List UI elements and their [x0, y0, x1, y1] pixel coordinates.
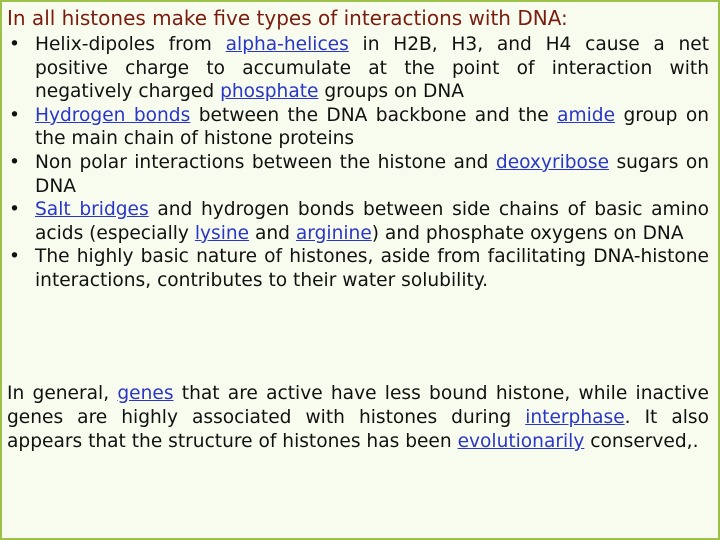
bullet-text: groups on DNA [318, 81, 464, 103]
bullet-text: and hydrogen bonds between side chains of basic amino acids (especially [35, 199, 709, 244]
bullet-text: Helix-dipoles from [35, 34, 226, 55]
slide-title: In all histones make five types of interactions with DNA: [7, 6, 568, 30]
link-phosphate[interactable]: phosphate [220, 81, 319, 103]
link-salt-bridges[interactable]: Salt bridges [35, 199, 149, 221]
bullet-text: in H2B, H3, and H4 cause a net positive charge to accumulate at the point of interaction with negatively charged [35, 34, 710, 103]
link-interphase[interactable]: interphase [525, 407, 625, 428]
paragraph-text: that are active have less bound histone, while inactive genes are highly associated with histones during [7, 383, 709, 428]
link-lysine[interactable]: lysine [194, 222, 250, 244]
bullet-text: and [249, 222, 296, 244]
bullet-text: sugars on DNA [35, 151, 710, 197]
link-genes[interactable]: genes [117, 383, 174, 404]
link-alpha-helices[interactable]: alpha-helices [225, 34, 349, 55]
bullet-text: Non polar interactions between the histone and [35, 151, 496, 173]
paragraph-text: conserved,. [584, 431, 699, 452]
bullet-text: ) and phosphate oxygens on DNA [371, 222, 684, 244]
bullet-dot: • [9, 151, 20, 173]
general-paragraph [7, 382, 709, 454]
bullet-dot: • [9, 246, 20, 268]
link-deoxyribose[interactable]: deoxyribose [495, 151, 610, 173]
bullet-dot: • [9, 34, 20, 55]
link-arginine[interactable]: arginine [295, 222, 372, 244]
paragraph-text: . It also appears that the structure of histones has been [7, 407, 709, 452]
bullet-text: group on the main chain of histone proteins [35, 104, 710, 150]
bullet-item [7, 33, 709, 104]
bullet-text: The highly basic nature of histones, aside from facilitating DNA-histone interactions, contributes to their water solubility. [35, 246, 709, 291]
bullet-text: between the DNA backbone and the [190, 104, 558, 126]
bullet-dot: • [9, 199, 20, 221]
link-hydrogen-bonds[interactable]: Hydrogen bonds [35, 104, 191, 126]
bullet-item [7, 198, 709, 245]
bullet-item [7, 104, 709, 151]
bullet-list [7, 33, 709, 293]
bullet-dot: • [9, 104, 20, 126]
bullet-item [7, 151, 709, 198]
paragraph-text: In general, [7, 383, 118, 404]
link-evolutionarily[interactable]: evolutionarily [457, 431, 585, 452]
link-amide[interactable]: amide [557, 104, 616, 126]
bullet-item [7, 245, 709, 292]
